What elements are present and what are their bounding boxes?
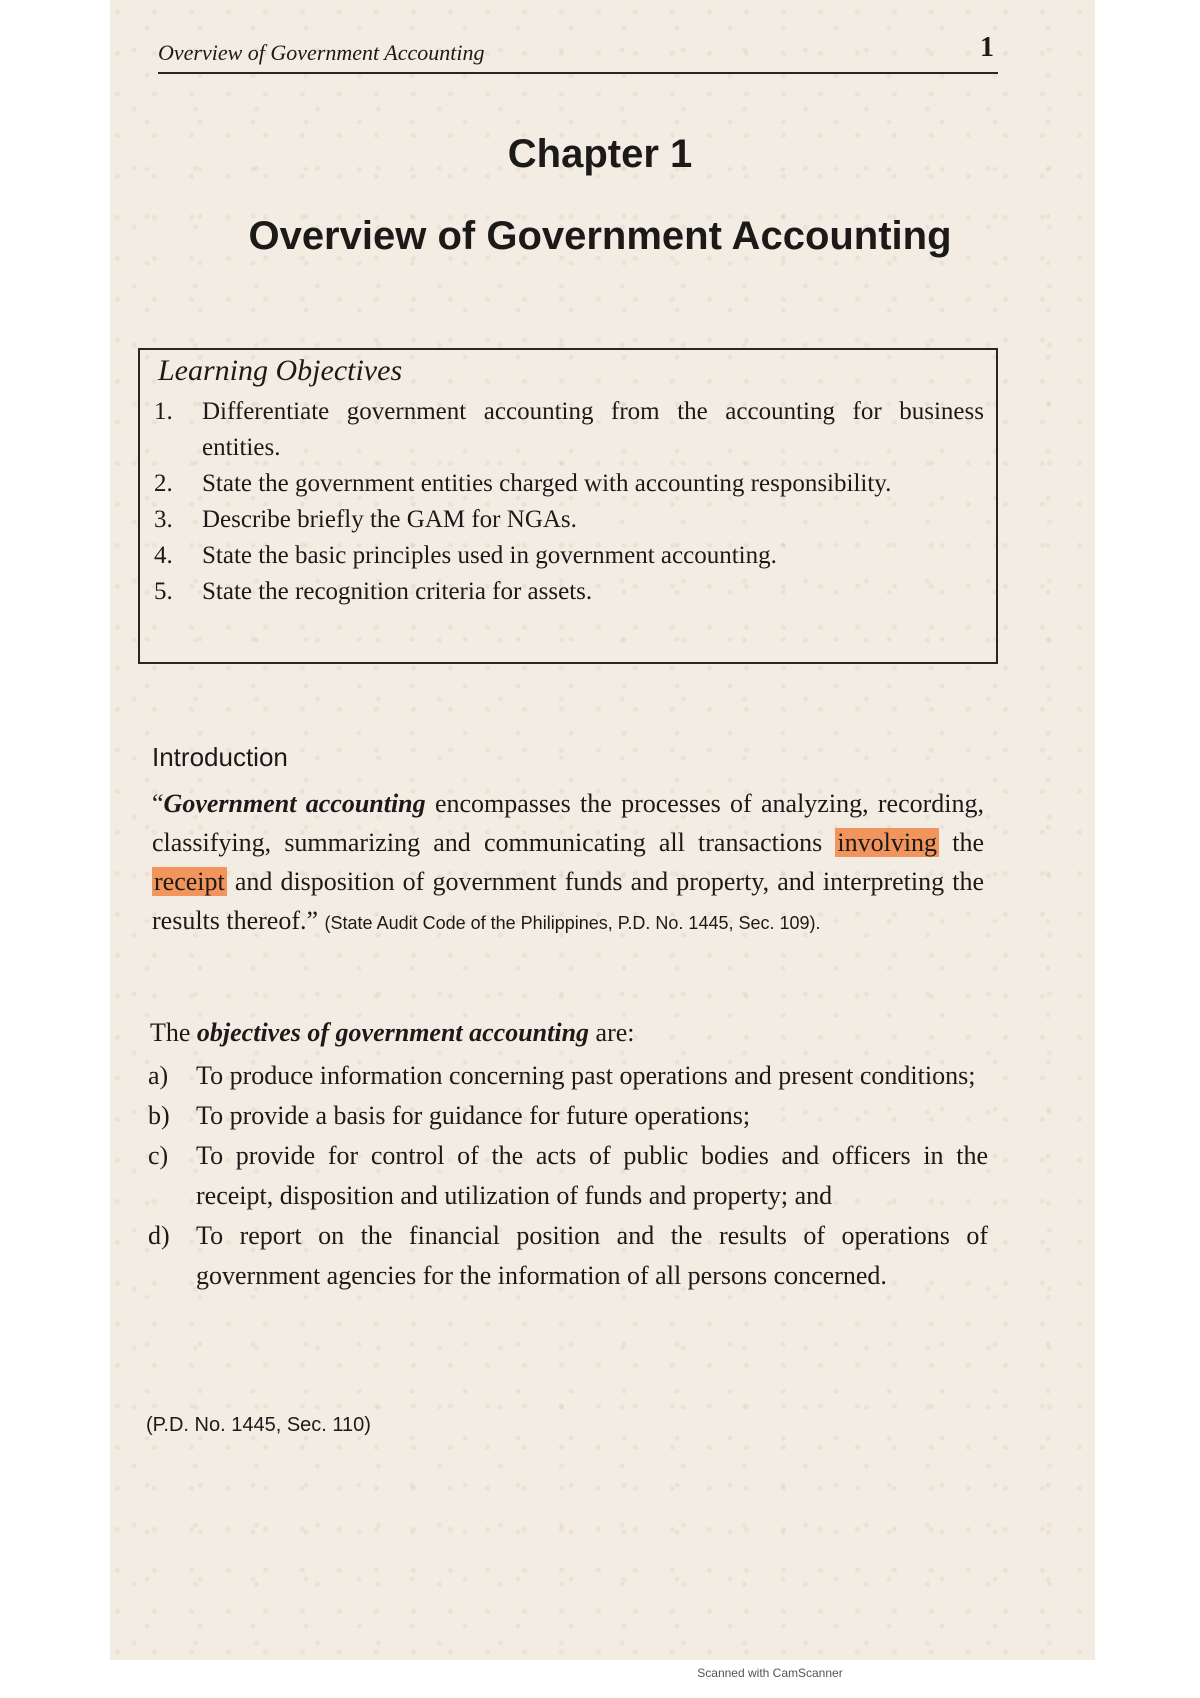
list-item (154, 466, 984, 502)
list-item (154, 538, 984, 574)
item-letter: b) (148, 1101, 170, 1130)
item-text: Describe briefly the GAM for NGAs. (202, 506, 577, 533)
item-text: State the government entities charged with accounting responsibility. (202, 470, 892, 497)
list-item (148, 1096, 988, 1136)
introduction-heading: Introduction (152, 742, 288, 772)
list-item (154, 394, 984, 466)
learning-objectives-box (138, 348, 998, 664)
running-header (158, 32, 998, 74)
paragraph-text: and disposition of government funds and property, and interpreting the results thereof.” (152, 867, 984, 935)
citation: (State Audit Code of the Philippines, P.D. No. 1445, Sec. 109). (324, 913, 821, 933)
defined-term: Government accounting (163, 789, 426, 818)
item-letter: c) (148, 1141, 169, 1170)
tail-text: are: (589, 1018, 635, 1047)
objectives-lead-in (150, 1018, 635, 1048)
chapter-label: Chapter 1 (507, 132, 693, 176)
item-text: To provide for control of the acts of public bodies and officers in the receipt, disposition and utilization of funds and property; and (196, 1141, 988, 1210)
gov-objectives-list (148, 1056, 988, 1296)
item-number: 2. (154, 470, 173, 497)
quote-mark: “ (152, 789, 164, 818)
item-number: 5. (154, 578, 173, 605)
highlighted-word: involving (837, 828, 938, 857)
item-number: 1. (154, 398, 173, 425)
item-text: State the basic principles used in government accounting. (202, 542, 777, 569)
paragraph-text: the (939, 828, 984, 857)
item-number: 3. (154, 506, 173, 533)
introduction-paragraph (152, 784, 984, 943)
running-title: Overview of Government Accounting (158, 40, 485, 65)
list-item (154, 502, 984, 538)
highlighted-word: receipt (154, 867, 225, 896)
list-item (148, 1136, 988, 1216)
list-item (148, 1216, 988, 1296)
chapter-title: Overview of Government Accounting (248, 214, 952, 258)
list-item (154, 574, 984, 610)
item-letter: a) (148, 1061, 169, 1090)
defined-term: objectives of government accounting (196, 1018, 590, 1047)
item-letter: d) (148, 1221, 170, 1250)
item-number: 4. (154, 542, 173, 569)
paragraph-text: encompasses the processes of analyzing, recording, classifying, summarizing and communicating all transactions (152, 789, 984, 857)
learning-objectives-heading: Learning Objectives (158, 354, 403, 387)
list-item (148, 1056, 988, 1096)
item-text: To produce information concerning past operations and present conditions; (196, 1061, 976, 1090)
item-text: State the recognition criteria for assets. (202, 578, 593, 605)
item-text: Differentiate government accounting from the accounting for business entities. (202, 398, 984, 461)
page-number: 1 (980, 32, 994, 63)
item-text: To report on the financial position and the results of operations of government agencies for the information of all persons concerned. (196, 1221, 988, 1290)
item-text: To provide a basis for guidance for future operations; (196, 1101, 751, 1130)
scan-watermark: Scanned with CamScanner (697, 1666, 843, 1680)
lead-text: The (150, 1018, 197, 1047)
reference-citation: (P.D. No. 1445, Sec. 110) (146, 1414, 371, 1436)
learning-objectives-list (154, 394, 984, 610)
